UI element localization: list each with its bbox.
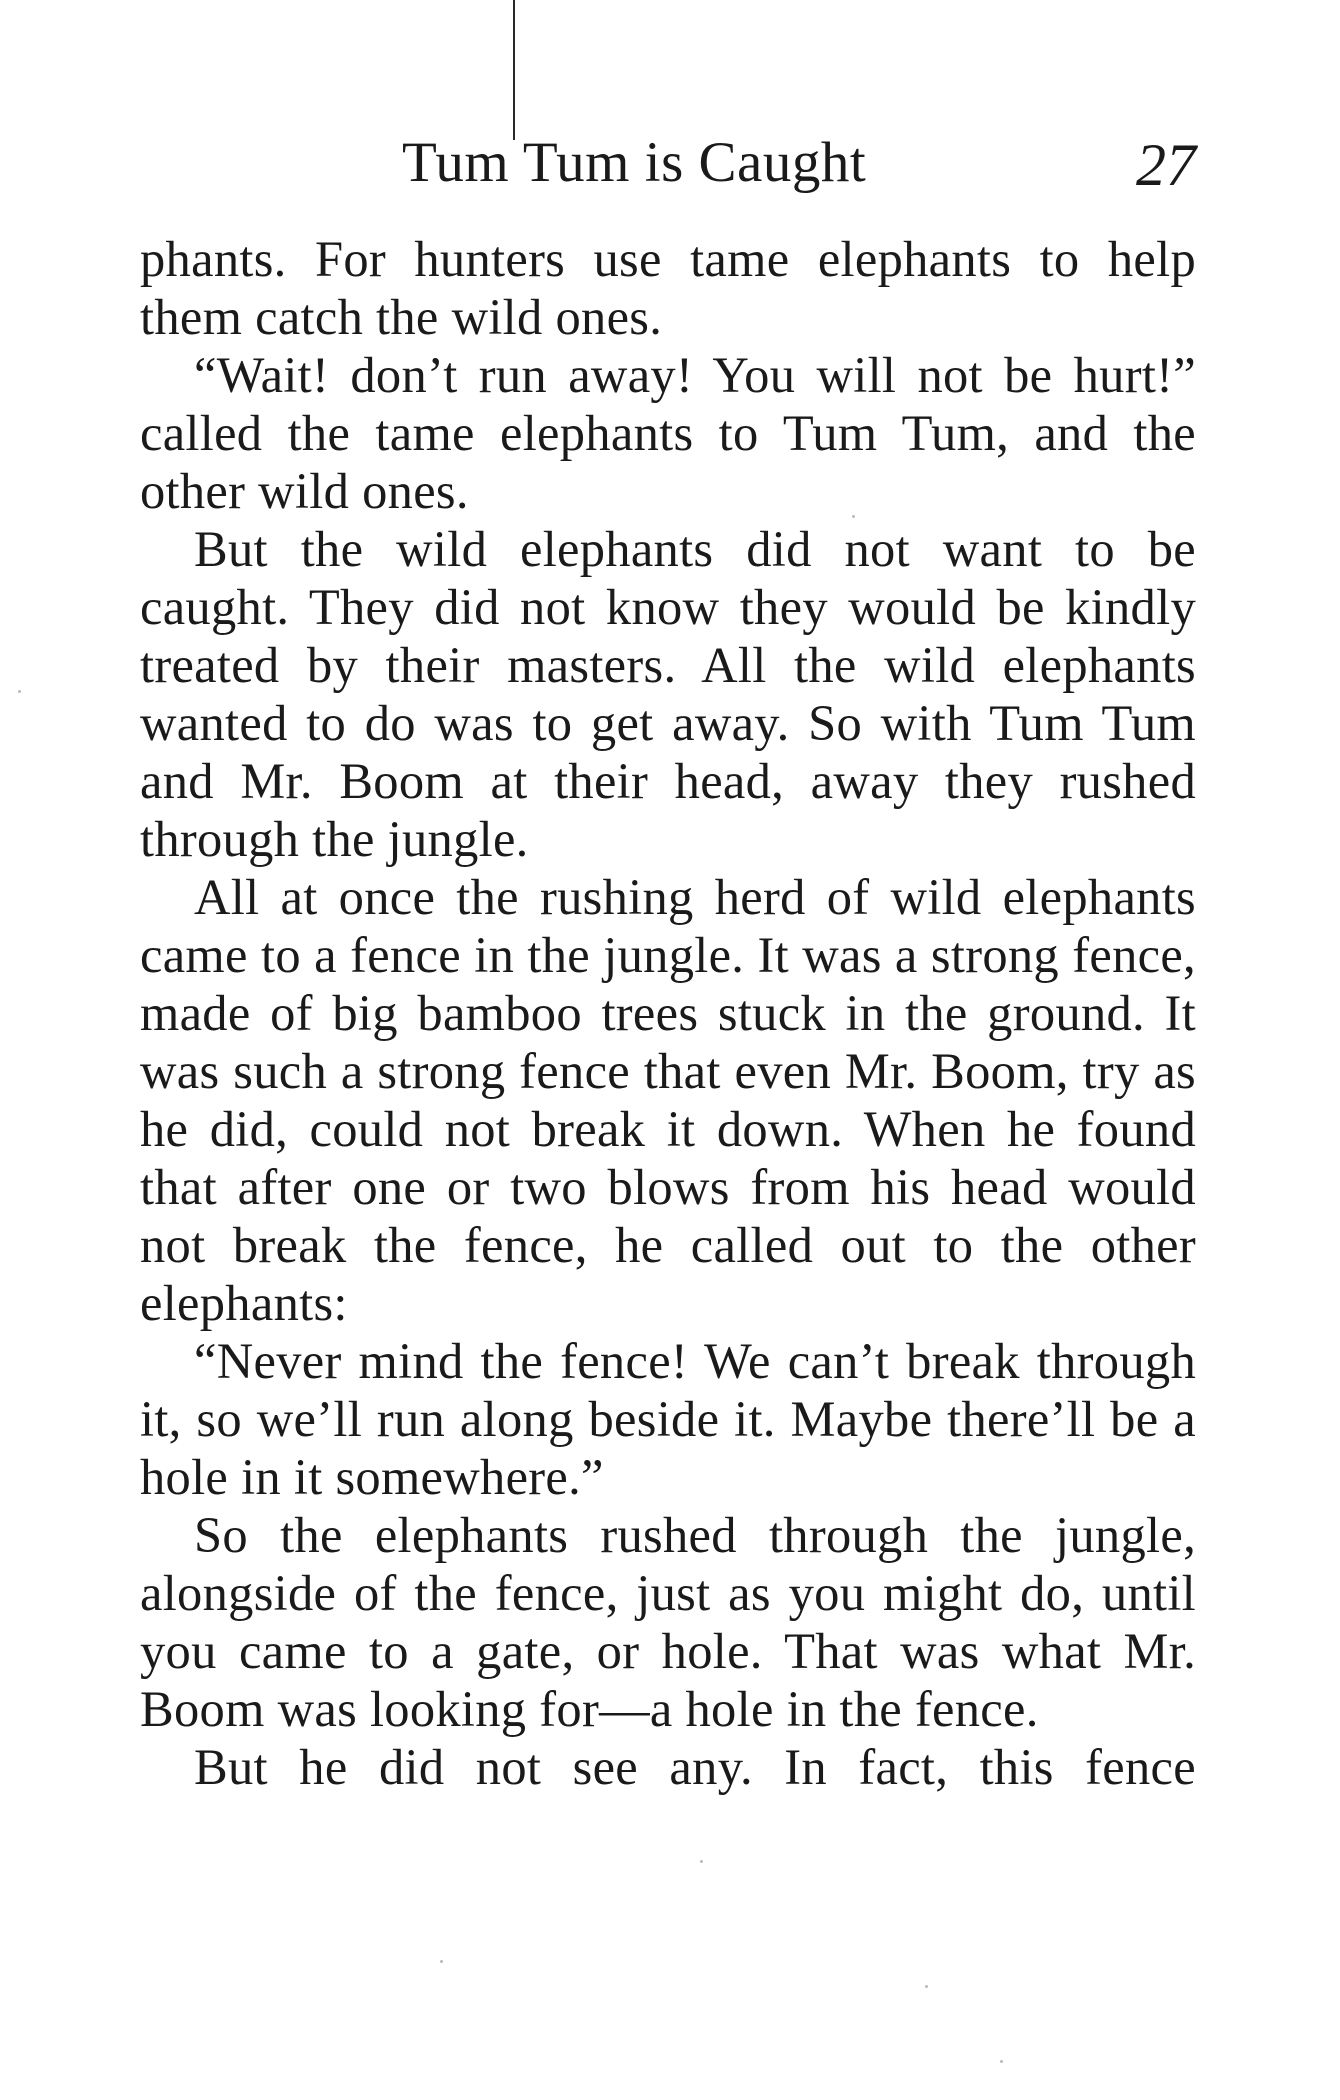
paragraph: “Never mind the fence! We can’t break through it, so we’ll run along beside it. Maybe there’ll be a hole in it somewhere.” (140, 1333, 1196, 1505)
body-text (140, 230, 1196, 1796)
paragraph: So the elephants rushed through the jungle, alongside of the fence, just as you might do, until you came to a gate, or hole. That was what Mr. Boom was looking for—a hole in the fence. (140, 1507, 1196, 1737)
paper-speck (440, 1960, 443, 1963)
paper-speck (925, 1985, 928, 1988)
paper-speck (852, 515, 855, 518)
gutter-line (513, 0, 515, 140)
paragraph: But he did not see any. In fact, this fence (194, 1739, 1196, 1795)
paragraph: phants. For hunters use tame elephants to help them catch the wild ones. (140, 231, 1196, 345)
paper-speck (18, 690, 21, 693)
paragraph: “Wait! don’t run away! You will not be hurt!” called the tame elephants to Tum Tum, and the other wild ones. (140, 347, 1196, 519)
paragraph: All at once the rushing herd of wild elephants came to a fence in the jungle. It was a strong fence, made of big bamboo trees stuck in the ground. It was such a strong fence that even Mr. Boom, try as he did, could not break it down. When he found that after one or two blows from his head would not break the fence, he called out to the other elephants: (140, 869, 1196, 1331)
running-head (140, 128, 1196, 198)
page-number: 27 (1136, 132, 1196, 198)
paragraph: But the wild elephants did not want to be caught. They did not know they would be kindly treated by their masters. All the wild elephants wanted to do was to get away. So with Tum Tum and Mr. Boom at their head, away they rushed through the jungle. (140, 521, 1196, 867)
running-title: Tum Tum is Caught (402, 131, 867, 194)
paper-speck (700, 1860, 703, 1863)
paper-speck (1000, 2060, 1003, 2063)
